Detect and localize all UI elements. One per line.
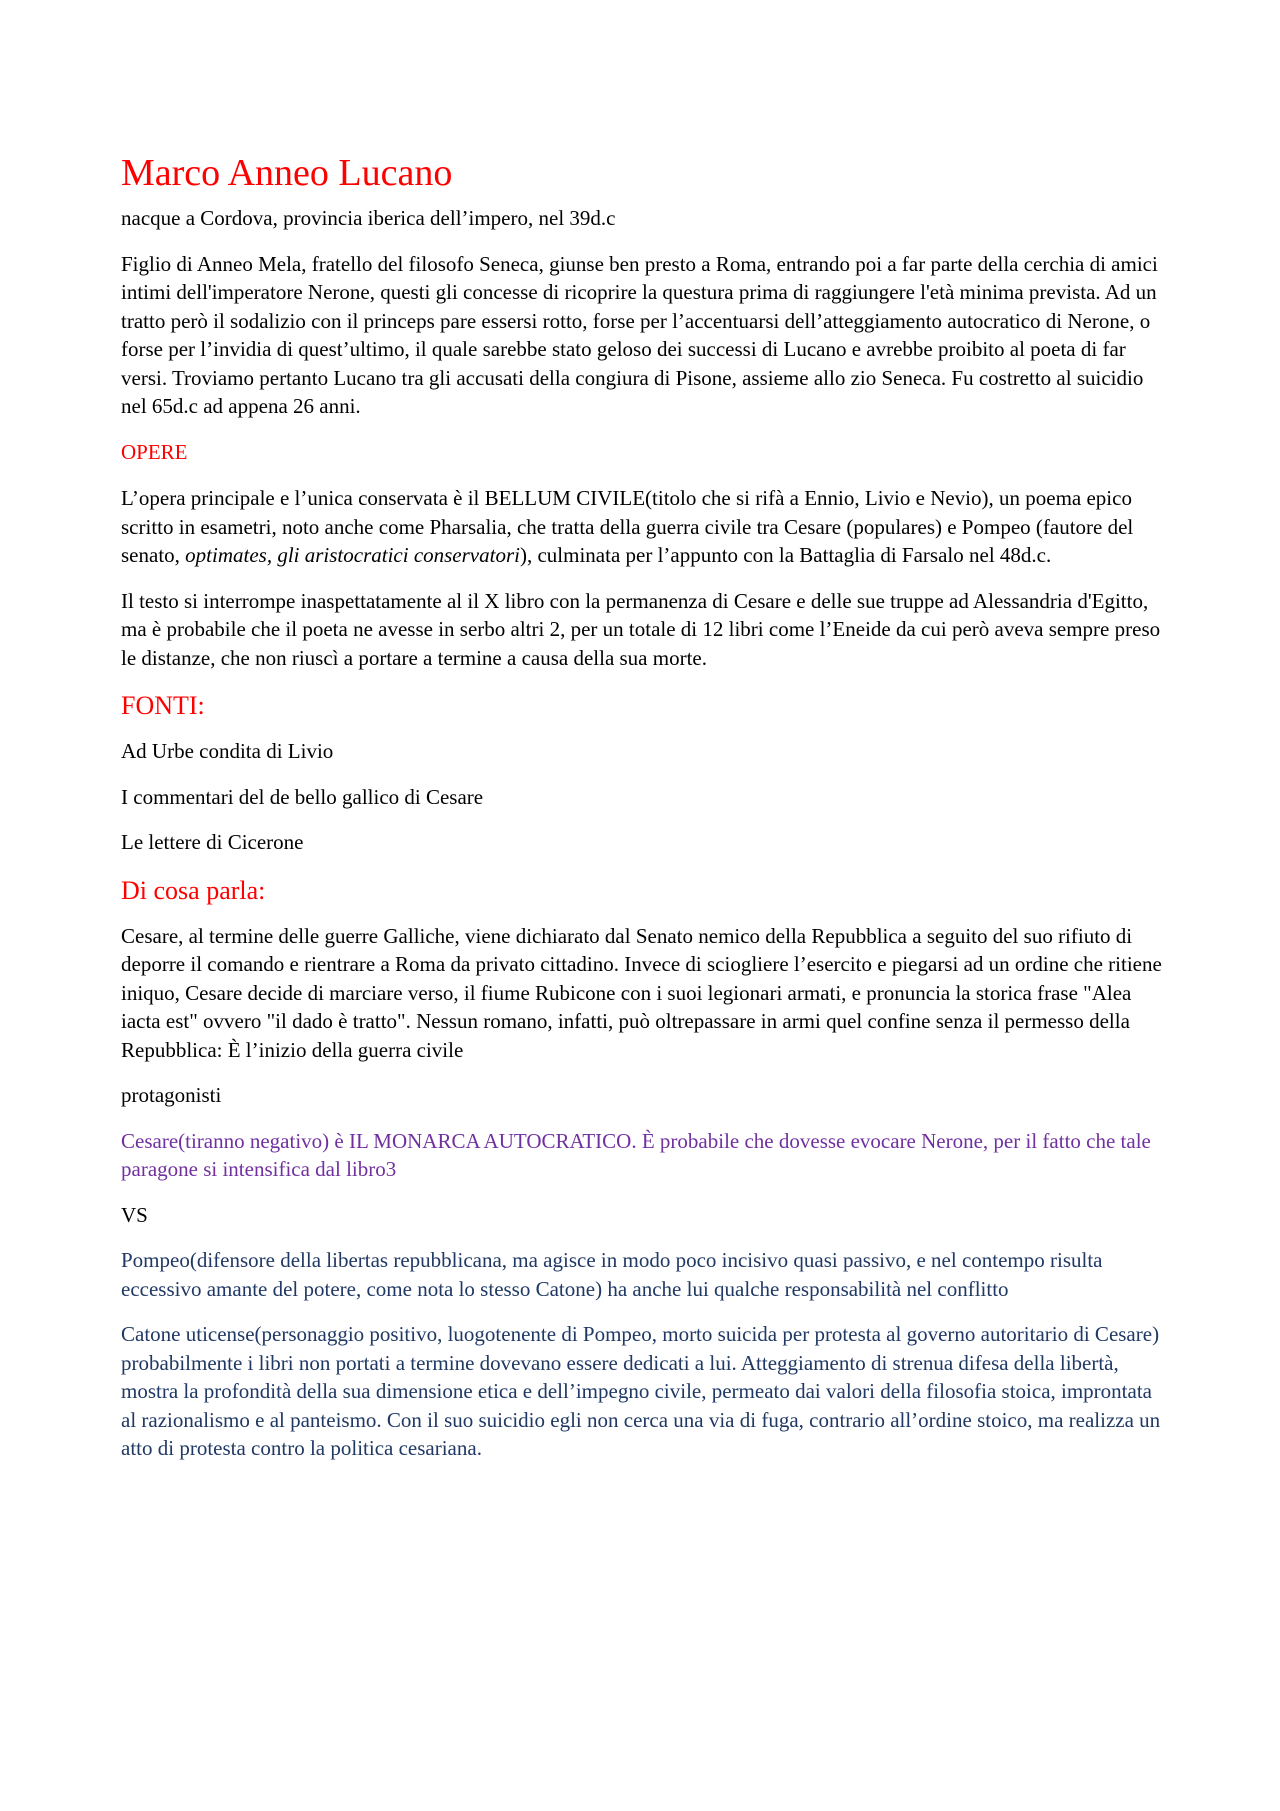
- opere-paragraph-1-text-b: ), culminata per l’appunto con la Battaglia di Farsalo nel 48d.c.: [519, 543, 1052, 567]
- di-cosa-parla-paragraph: Cesare, al termine delle guerre Galliche, viene dichiarato dal Senato nemico della Repubblica a seguito del suo rifiuto di deporre il comando e rientrare a Roma da privato cittadino. Invece di sciogliere l’esercito e piegarsi ad un ordine che ritiene iniquo, Cesare decide di marciare verso, il fiume Rubicone con i suoi legionari armati, e pronuncia la storica frase "Alea iacta est" ovvero "il dado è tratto". Nessun romano, infatti, può oltrepassare in armi quel confine senza il permesso della Repubblica: È l’inizio della guerra civile: [121, 923, 1162, 1062]
- opere-paragraph-1-text-a: L’opera principale e l’unica conservata è il BELLUM CIVILE(titolo che si rifà a Ennio, Livio e Nevio), un poema epico scritto in esametri, noto anche come Pharsalia, che tratta della guerra civile tra Cesare (populares) e Pompeo (fautore del senato,: [121, 486, 1134, 567]
- cesare-paragraph: Cesare(tiranno negativo) è IL MONARCA AUTOCRATICO. È probabile che dovesse evocare Nerone, per il fatto che tale paragone si intensifica dal libro3: [121, 1128, 1151, 1181]
- di-cosa-parla-heading: Di cosa parla:: [121, 875, 266, 905]
- opere-heading: OPERE: [121, 439, 188, 464]
- protagonisti-label: protagonisti: [121, 1083, 222, 1107]
- catone-paragraph: Catone uticense(personaggio positivo, luogotenente di Pompeo, morto suicida per protesta al governo autoritario di Cesare) probabilmente i libri non portati a termine dovevano essere dedicati a lui. Atteggiamento di strenua difesa della libertà, mostra la profondità della sua dimensione etica e dell’impegno civile, permeato dai valori della filosofia stoica, improntata al razionalismo e al panteismo. Con il suo suicidio egli non cerca una via di fuga, contrario all’ordine stoico, ma realizza un atto di protesta contro la politica cesariana.: [121, 1322, 1161, 1460]
- fonti-item: I commentari del de bello gallico di Cesare: [121, 784, 484, 809]
- pompeo-paragraph: Pompeo(difensore della libertas repubblicana, ma agisce in modo poco incisivo quasi passivo, e nel contempo risulta eccessivo amante del potere, come nota lo stesso Catone) ha anche lui qualche responsabilità nel conflitto: [121, 1248, 1103, 1301]
- document-title: Marco Anneo Lucano: [121, 152, 453, 194]
- intro-paragraph: nacque a Cordova, provincia iberica dell’impero, nel 39d.c: [121, 206, 616, 230]
- document-page: [121, 150, 1163, 1480]
- opere-paragraph-1-italic: optimates, gli aristocratici conservatori: [185, 543, 520, 567]
- bio-paragraph: Figlio di Anneo Mela, fratello del filosofo Seneca, giunse ben presto a Roma, entrando poi a far parte della cerchia di amici intimi dell'imperatore Nerone, questi gli concesse di ricoprire la questura prima di raggiungere l'età minima prevista. Ad un tratto però il sodalizio con il princeps pare essersi rotto, forse per l’accentuarsi dell’atteggiamento autocratico di Nerone, o forse per l’invidia di quest’ultimo, il quale sarebbe stato geloso dei successi di Lucano e avrebbe proibito al poeta di far versi. Troviamo pertanto Lucano tra gli accusati della congiura di Pisone, assieme allo zio Seneca. Fu costretto al suicidio nel 65d.c ad appena 26 anni.: [121, 251, 1158, 418]
- opere-paragraph-1: [121, 484, 1163, 570]
- fonti-item: Ad Urbe condita di Livio: [121, 739, 334, 763]
- fonti-item: Le lettere di Cicerone: [121, 830, 304, 854]
- opere-paragraph-2: Il testo si interrompe inaspettatamente al il X libro con la permanenza di Cesare e delle sue truppe ad Alessandria d'Egitto, ma è probabile che il poeta ne avesse in serbo altri 2, per un totale di 12 libri come l’Eneide da cui però aveva sempre preso le distanze, che non riuscì a portare a termine a causa della sua morte.: [121, 588, 1161, 670]
- vs-label: VS: [121, 1202, 148, 1227]
- fonti-heading: FONTI:: [121, 691, 205, 720]
